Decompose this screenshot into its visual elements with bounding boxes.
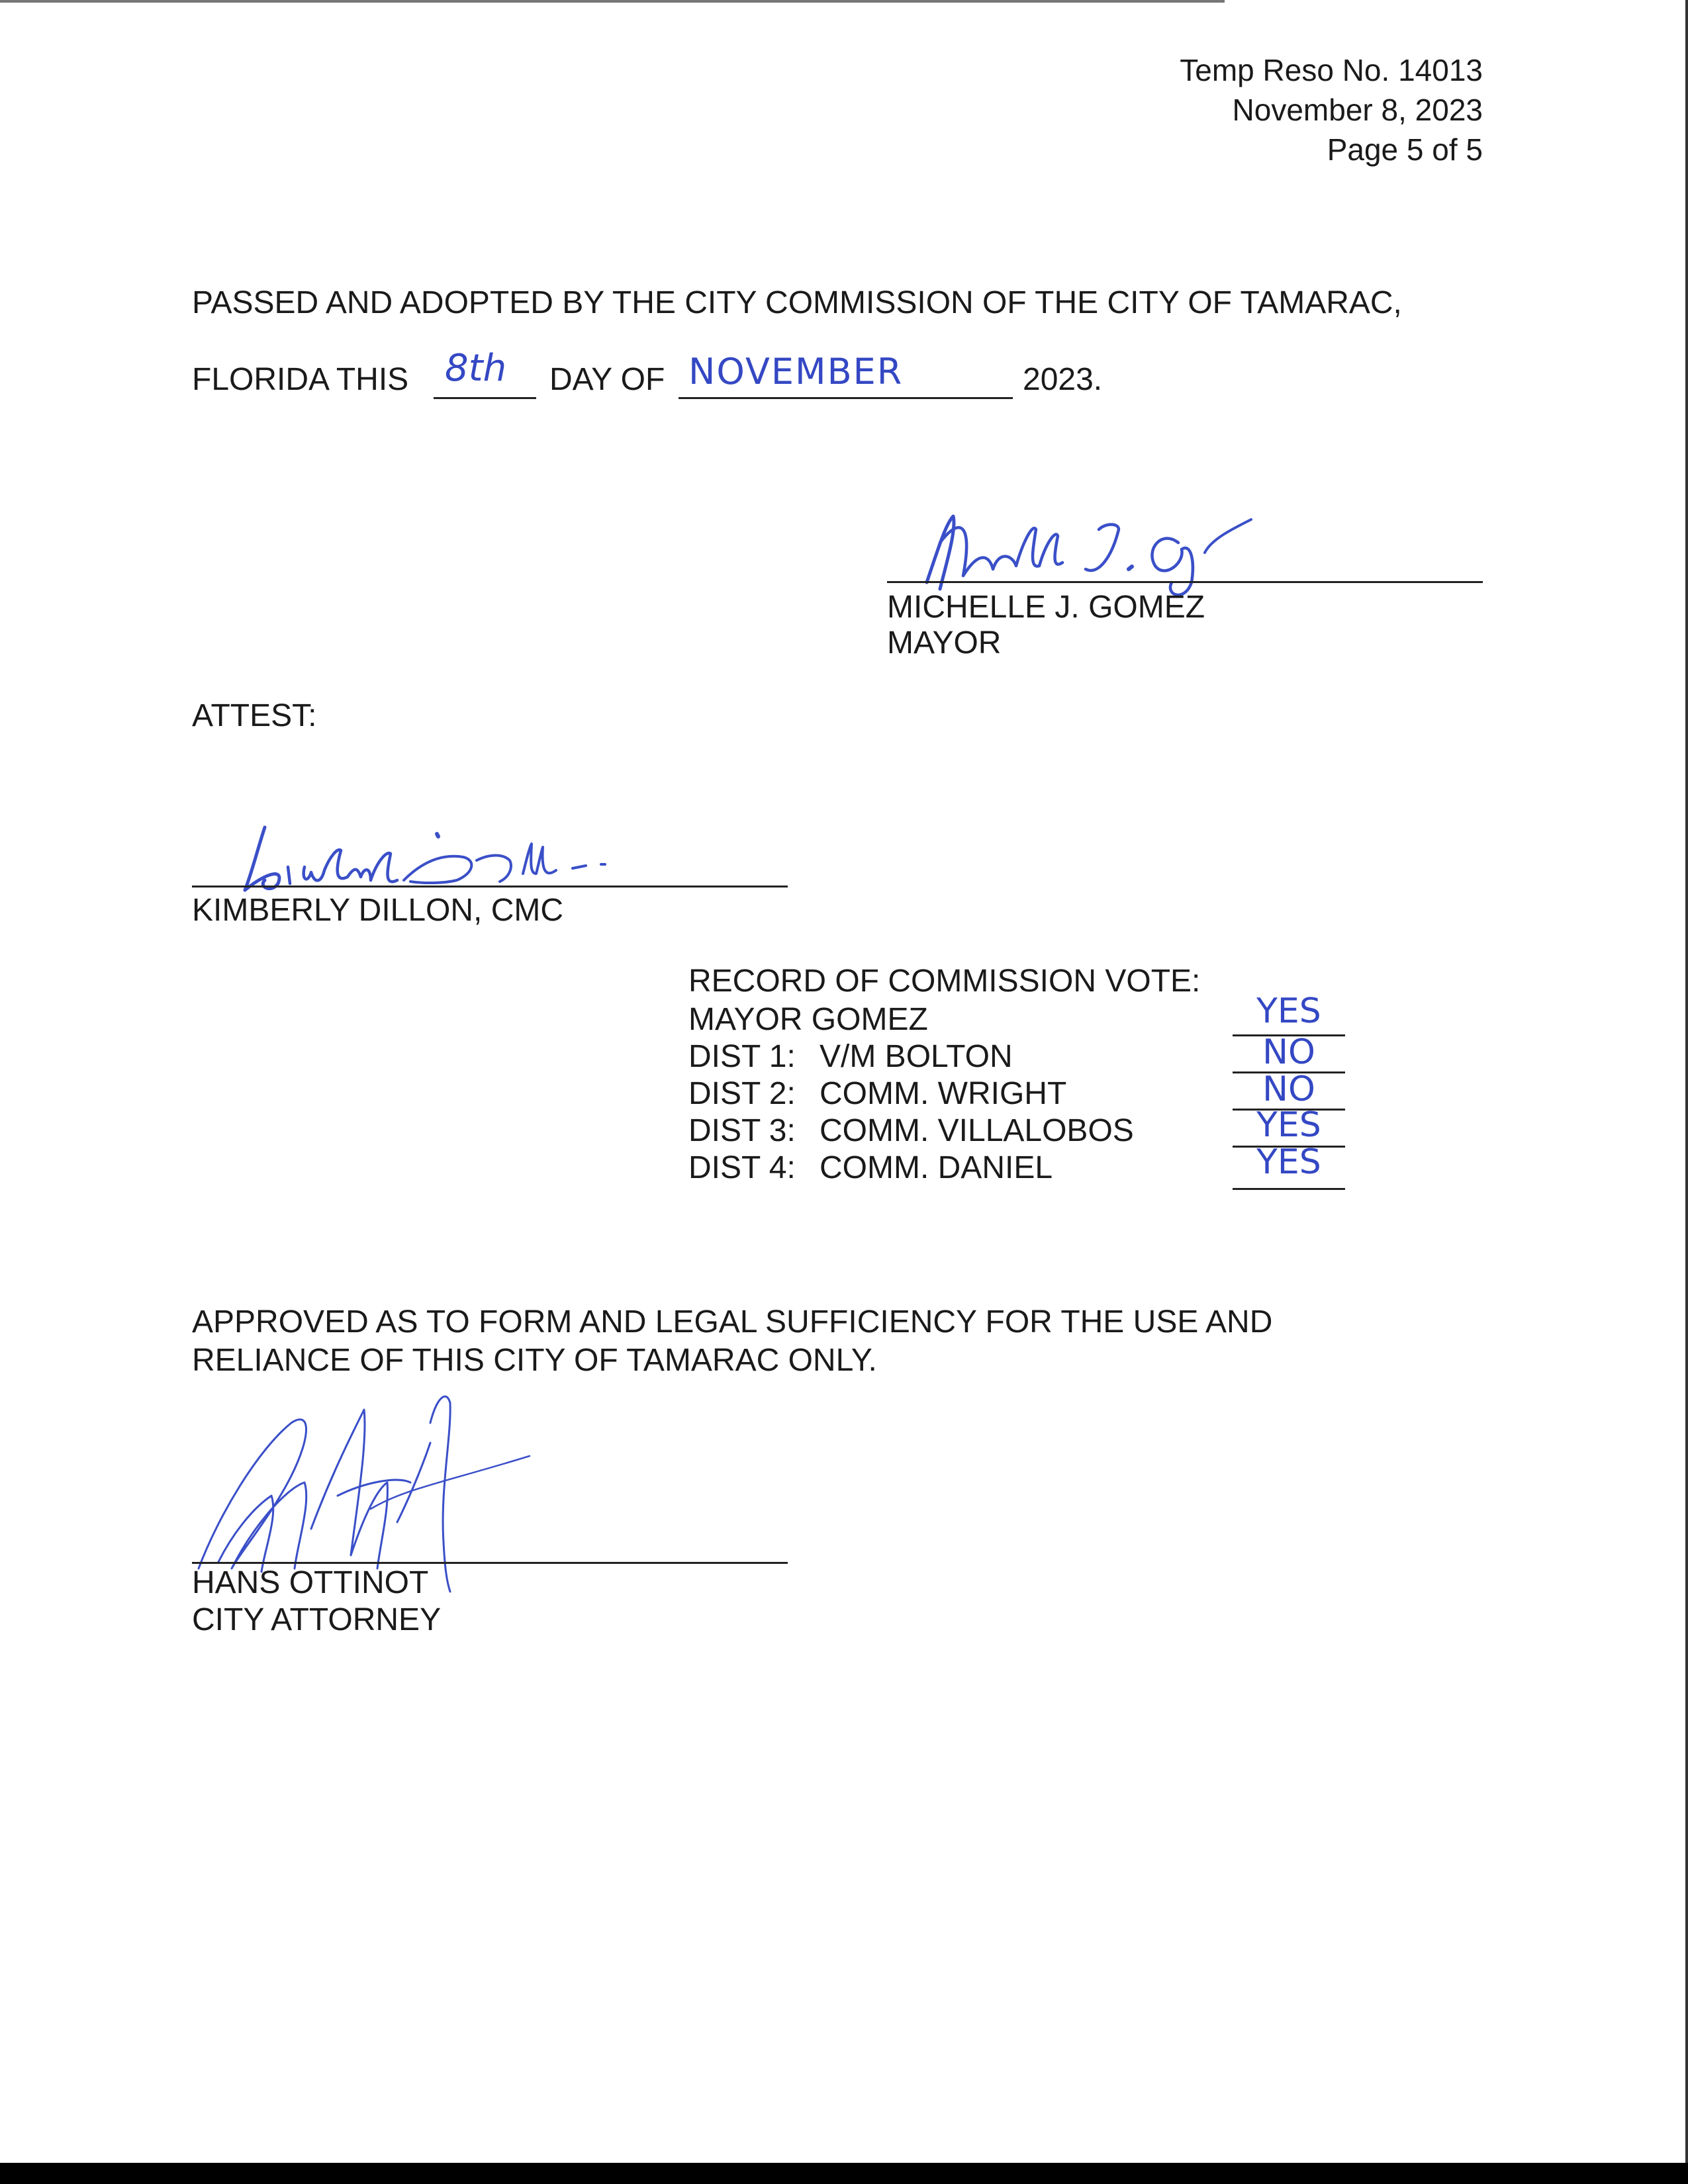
clerk-signature-line — [192, 886, 788, 887]
vote-row-dist-3 — [688, 1113, 1134, 1150]
mayor-signature-line — [887, 581, 1483, 583]
attorney-name: HANS OTTINOT — [192, 1565, 429, 1600]
florida-this-label: FLORIDA THIS — [192, 362, 409, 397]
vote-district: DIST 2: — [688, 1076, 796, 1111]
year-label: 2023. — [1023, 362, 1103, 397]
vote-district: DIST 4: — [688, 1150, 796, 1185]
day-blank-line — [434, 397, 536, 399]
attest-label: ATTEST: — [192, 698, 317, 733]
vote-member: COMM. WRIGHT — [820, 1076, 1067, 1111]
vote-district: DIST 3: — [688, 1113, 796, 1148]
vote-district: DIST 1: — [688, 1039, 796, 1074]
approval-line-2: RELIANCE OF THIS CITY OF TAMARAC ONLY. — [192, 1343, 877, 1378]
vote-member: MAYOR GOMEZ — [688, 1002, 928, 1037]
vote-member: COMM. DANIEL — [820, 1150, 1053, 1185]
approval-line-1: APPROVED AS TO FORM AND LEGAL SUFFICIENCY FOR THE USE AND — [192, 1304, 1273, 1340]
clerk-name: KIMBERLY DILLON, CMC — [192, 893, 564, 928]
vote-row-dist-1 — [688, 1038, 1013, 1075]
mayor-title: MAYOR — [887, 625, 1002, 660]
reso-number: Temp Reso No. 14013 — [1180, 53, 1483, 87]
scan-bottom-edge — [0, 2163, 1688, 2184]
month-handwritten: NOVEMBER — [688, 351, 904, 392]
header-date: November 8, 2023 — [1232, 93, 1483, 127]
vote-line — [1233, 1188, 1345, 1190]
page-number: Page 5 of 5 — [1327, 132, 1483, 167]
day-of-label: DAY OF — [549, 362, 665, 397]
vote-mark-dist-2: NO — [1262, 1069, 1315, 1109]
vote-mark-dist-4: YES — [1256, 1142, 1321, 1182]
vote-mark-mayor: YES — [1256, 991, 1321, 1031]
scan-top-edge — [0, 0, 1225, 3]
day-handwritten: 8th — [445, 347, 507, 390]
vote-row-dist-2 — [688, 1075, 1066, 1113]
vote-mark-dist-1: NO — [1262, 1032, 1315, 1072]
attorney-title: CITY ATTORNEY — [192, 1602, 442, 1637]
scan-right-edge — [1685, 0, 1688, 2163]
vote-mark-dist-3: YES — [1256, 1105, 1321, 1145]
vote-member: COMM. VILLALOBOS — [820, 1113, 1134, 1148]
month-blank-line — [679, 397, 1013, 399]
clerk-signature — [225, 821, 675, 900]
vote-row-mayor — [688, 1001, 928, 1038]
vote-member: V/M BOLTON — [820, 1039, 1013, 1074]
passage-line-1: PASSED AND ADOPTED BY THE CITY COMMISSION OF THE CITY OF TAMARAC, — [192, 285, 1402, 320]
mayor-name: MICHELLE J. GOMEZ — [887, 590, 1205, 625]
vote-heading: RECORD OF COMMISSION VOTE: — [688, 964, 1201, 999]
vote-row-dist-4 — [688, 1150, 1053, 1187]
